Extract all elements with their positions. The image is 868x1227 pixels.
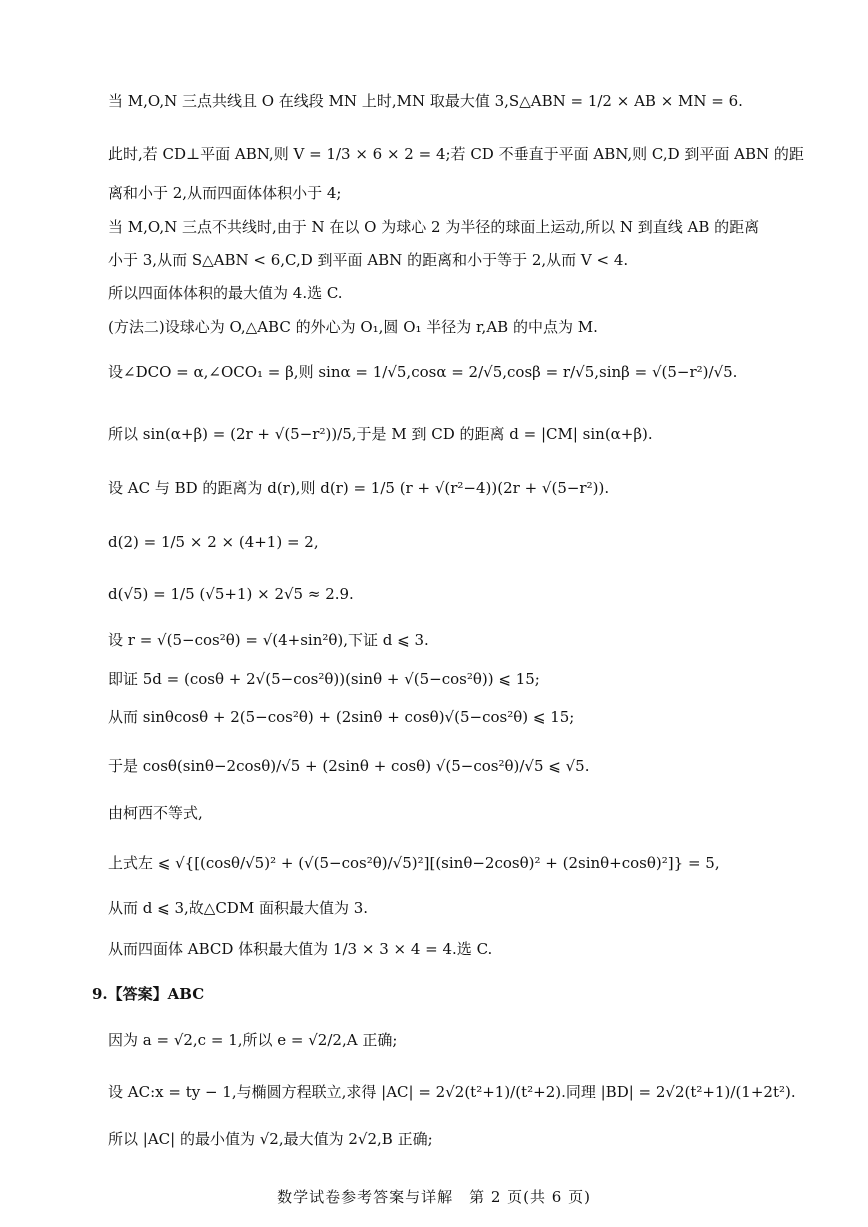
text-line-14: 即证 5d = (cosθ + 2√(5−cos²θ))(sinθ + √(5−cos²θ)) ⩽ 15;	[108, 670, 540, 688]
text-line-12: d(√5) = 1/5 (√5+1) × 2√5 ≈ 2.9.	[108, 585, 354, 603]
text-line-16: 于是 cosθ(sinθ−2cosθ)/√5 + (2sinθ + cosθ) √(5−cos²θ)/√5 ⩽ √5.	[108, 757, 590, 775]
question-9-answer: 9.【答案】ABC	[92, 985, 205, 1003]
text-line-2: 此时,若 CD⊥平面 ABN,则 V = 1/3 × 6 × 2 = 4;若 CD 不垂直于平面 ABN,则 C,D 到平面 ABN 的距	[108, 145, 804, 163]
text-line-10: 设 AC 与 BD 的距离为 d(r),则 d(r) = 1/5 (r + √(r²−4))(2r + √(5−r²)).	[108, 479, 610, 497]
text-line-17: 由柯西不等式,	[108, 804, 203, 822]
text-line-11: d(2) = 1/5 × 2 × (4+1) = 2,	[108, 533, 319, 551]
text-line-13: 设 r = √(5−cos²θ) = √(4+sin²θ),下证 d ⩽ 3.	[108, 631, 429, 649]
text-line-18: 上式左 ⩽ √{[(cosθ/√5)² + (√(5−cos²θ)/√5)²][(sinθ−2cosθ)² + (2sinθ+cosθ)²]} = 5,	[108, 854, 720, 872]
text-line-8: 设∠DCO = α,∠OCO₁ = β,则 sinα = 1/√5,cosα = 2/√5,cosβ = r/√5,sinβ = √(5−r²)/√5.	[108, 363, 738, 381]
text-line-24: 所以 |AC| 的最小值为 √2,最大值为 2√2,B 正确;	[108, 1130, 433, 1148]
text-line-3: 离和小于 2,从而四面体体积小于 4;	[108, 184, 342, 202]
text-line-6: 所以四面体体积的最大值为 4.选 C.	[108, 284, 343, 302]
page-footer: 数学试卷参考答案与详解 第 2 页(共 6 页)	[277, 1188, 591, 1206]
text-line-4: 当 M,O,N 三点不共线时,由于 N 在以 O 为球心 2 为半径的球面上运动,所以 N 到直线 AB 的距离	[108, 218, 760, 236]
text-line-9: 所以 sin(α+β) = (2r + √(5−r²))/5,于是 M 到 CD 的距离 d = |CM| sin(α+β).	[108, 425, 653, 443]
text-line-20: 从而四面体 ABCD 体积最大值为 1/3 × 3 × 4 = 4.选 C.	[108, 940, 493, 958]
text-line-23: 设 AC:x = ty − 1,与椭圆方程联立,求得 |AC| = 2√2(t²+1)/(t²+2).同理 |BD| = 2√2(t²+1)/(1+2t²).	[108, 1083, 796, 1101]
text-line-7: (方法二)设球心为 O,△ABC 的外心为 O₁,圆 O₁ 半径为 r,AB 的中点为 M.	[108, 318, 598, 336]
text-line-5: 小于 3,从而 S△ABN < 6,C,D 到平面 ABN 的距离和小于等于 2,从而 V < 4.	[108, 251, 629, 269]
text-line-19: 从而 d ⩽ 3,故△CDM 面积最大值为 3.	[108, 899, 369, 917]
text-line-15: 从而 sinθcosθ + 2(5−cos²θ) + (2sinθ + cosθ)√(5−cos²θ) ⩽ 15;	[108, 708, 575, 726]
text-line-22: 因为 a = √2,c = 1,所以 e = √2/2,A 正确;	[108, 1031, 398, 1049]
text-line-1: 当 M,O,N 三点共线且 O 在线段 MN 上时,MN 取最大值 3,S△ABN = 1/2 × AB × MN = 6.	[108, 92, 743, 110]
